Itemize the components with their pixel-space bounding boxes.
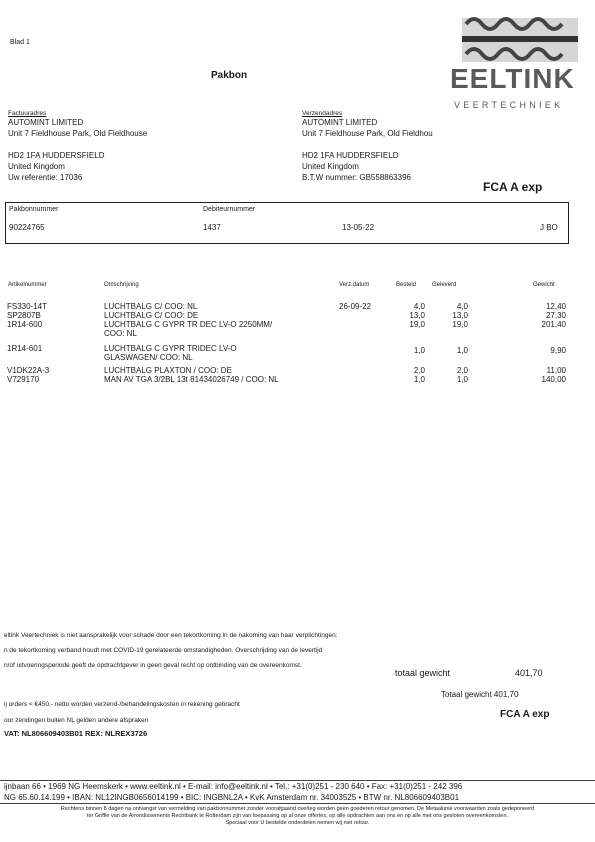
company-logo [448,14,578,114]
row-description: LUCHTBALG C GYPR TRIDEC LV-O [104,344,237,353]
shipping-street: Unit 7 Fieldhouse Park, Old Fieldhou [302,129,433,138]
billing-reference [8,172,147,183]
row-weight: 9,90 [550,346,566,355]
row-delivered: 13,0 [452,311,468,320]
col-ordered: Besteld [396,282,417,288]
row-ordered: 19,0 [409,320,425,329]
row-article: SP2807B [7,311,41,320]
legal-text [0,806,595,827]
debtor-number-header: Debiteurnummer [203,206,256,213]
sheet-label: Blad 1 [10,39,30,46]
pakbon-number-header: Pakbonnummer [9,206,59,213]
footer-divider [0,803,595,804]
note-line: eltink Veertechniek is niet aansprakelijk voor schade door een tekortkoming in de nakoming van haar verplichtingen: [4,632,338,639]
footer-contact-line: ijnbaan 66 • 1969 NG Heemskerk • www.eeltink.nl • E-mail: info@eeltink.nl • Tel.: +31(0)251 - 230 640 • Fax: +31(0)251 - 242 396 [4,782,463,791]
row-description-2: GLASWAGEN/ COO: NL [104,353,193,362]
billing-company: AUTOMINT LIMITED [8,118,84,127]
pakbon-initials: J BO [540,223,558,232]
shipping-label: Verzendadres [302,110,343,117]
footer-bank-line: NG 65.60.14.199 • IBAN: NL12INGB0656014199 • BIC: INGBNL2A • KvK Amsterdam nr. 34003525 • BTW nr. NL806609403B01 [4,793,460,802]
company-footer [0,780,595,827]
row-delivered: 1,0 [456,346,468,355]
row-weight: 11,00 [546,366,566,375]
col-weight: Gewicht [533,282,555,288]
reference-label: Uw referentie: [8,173,58,182]
shipping-address [302,110,433,183]
row-article: 1R14-601 [7,344,43,353]
row-delivered: 4,0 [456,302,468,311]
total-weight-summary: Totaal gewicht 401,70 [441,690,519,699]
shipping-postal: HD2 1FA HUDDERSFIELD [302,151,399,160]
row-description: LUCHTBALG PLAXTON / COO: DE [104,366,232,375]
row-ordered: 2,0 [413,366,425,375]
row-weight: 201,40 [541,320,566,329]
col-description: Omschrijving [104,282,139,288]
vat-label: B.T.W nummer: [302,173,358,182]
row-description: LUCHTBALG C/ COO: DE [104,311,199,320]
legal-line: ter Griffie van de Arrondissements Rechtbank te Rotterdam zijn van toepassing op al onze offertes, op alle opdrachten aan ons en op alle met ons gesloten overeenkomsten. [86,813,509,819]
row-weight: 140,00 [541,375,566,384]
shipping-company: AUTOMINT LIMITED [302,118,378,127]
row-weight: 27,30 [545,311,566,320]
row-description: MAN AV TGA 3/2BL 13t 81434026749 / COO: NL [104,375,279,384]
col-delivered: Geleverd [432,282,457,288]
logo-name: EELTINK [450,63,575,94]
legal-line: Rechtens binnen 8 dagen na ontvangst van vermelding van pakbonnummer zonder voorafgaand overleg worden geen goederen retour genomen. De Metaalunie voorwaarden zoals gedeponeerd [60,806,535,812]
row-article: FS330-14T [7,302,48,311]
row-ordered: 4,0 [413,302,425,311]
billing-address [8,110,147,183]
row-date: 26-09-22 [339,302,372,311]
eeltink-logo-icon [448,14,578,114]
row-description-2: COO: NL [104,329,137,338]
row-description: LUCHTBALG C GYPR TR DEC LV-O 2250MM/ [104,320,273,329]
row-ordered: 1,0 [413,346,425,355]
row-article: V729170 [7,375,40,384]
row-ordered: 1,0 [413,375,425,384]
pakbon-date: 13-05-22 [342,223,375,232]
liability-notes [4,628,338,673]
billing-street: Unit 7 Fieldhouse Park, Old Fieldhouse [8,129,148,138]
billing-postal: HD2 1FA HUDDERSFIELD [8,151,105,160]
note-line: ij orders < €450,- netto worden verzend-/behandelingskosten in rekening gebracht [4,701,240,708]
reference-value: 17036 [60,173,83,182]
row-description: LUCHTBALG C/ COO: NL [104,302,198,311]
vat-rex-line: VAT: NL806609403B01 REX: NLREX3726 [4,729,148,738]
total-weight-label: totaal gewicht [395,668,451,678]
debtor-number: 1437 [203,223,221,232]
incoterm-label: FCA A exp [483,180,543,194]
pakbon-number: 90224765 [9,223,45,232]
note-line: oor zendingen buiten NL gelden andere afspraken [4,717,149,724]
page-title: Pakbon [211,70,248,81]
billing-country: United Kingdom [8,162,65,171]
vat-value: GB558863396 [359,173,411,182]
pakbon-info-box [5,202,569,244]
legal-line: Speciaal voor U bestelde onderdelen nemen wij niet retour. [225,820,370,826]
incoterm-label-bottom: FCA A exp [500,709,550,720]
col-article: Artikelnummer [8,282,47,288]
row-delivered: 2,0 [456,366,468,375]
col-ship-date: Verz.datum [339,282,370,288]
row-article: V1DK22A-3 [7,366,50,375]
delivery-notes [4,697,240,729]
row-weight: 12,40 [545,302,566,311]
row-delivered: 1,0 [456,375,468,384]
logo-sub: VEERTECHNIEK [454,100,564,110]
total-weight-value: 401,70 [515,668,543,678]
shipping-vat [302,172,433,183]
row-ordered: 13,0 [409,311,425,320]
row-delivered: 19,0 [452,320,468,329]
note-line: n de tekortkoming verband houdt met COVID-19 gerelateerde omstandigheden. Overschrijding van de levertijd [4,647,323,654]
note-line: n/of uitvoeringsperiode geeft de opdrachtgever in geen geval recht op ontbinding van de overeenkomst. [4,662,302,669]
billing-label: Factuuradres [8,110,47,117]
shipping-country: United Kingdom [302,162,359,171]
row-article: 1R14-600 [7,320,43,329]
